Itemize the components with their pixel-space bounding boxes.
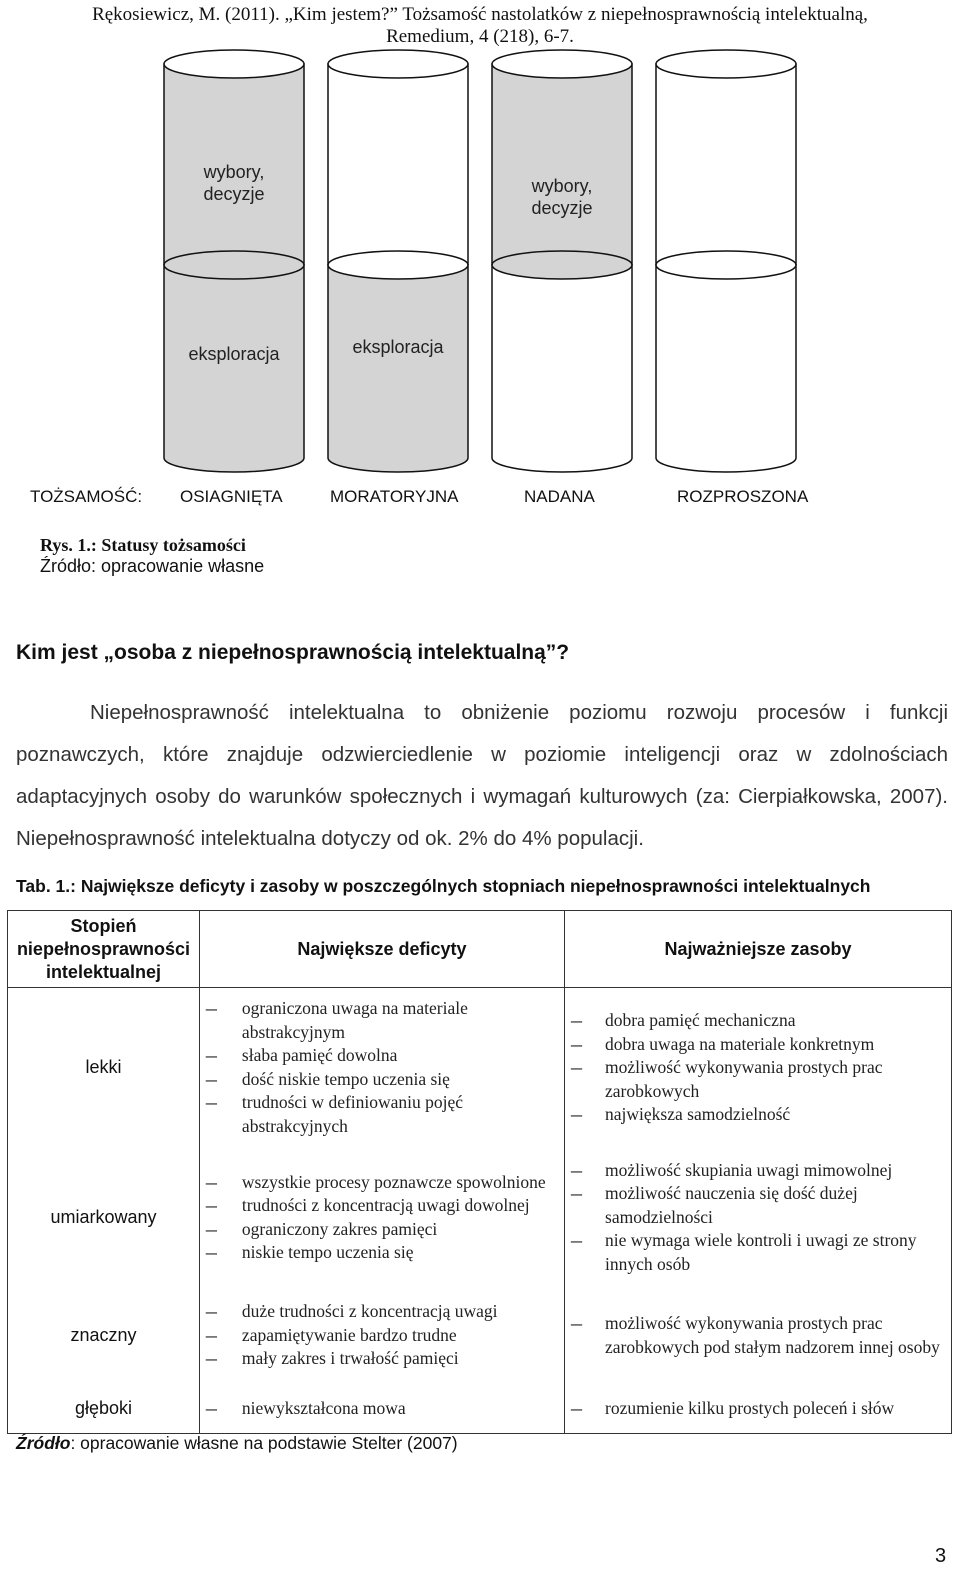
table-source-label: Źródło — [16, 1433, 71, 1453]
list-item: – rozumienie kilku prostych poleceń i słów — [565, 1397, 951, 1421]
list-item: – ograniczona uwaga na materiale abstrakcyjnym — [200, 997, 564, 1044]
deficits-list — [200, 1167, 564, 1269]
resources-cell — [565, 1148, 952, 1288]
cylinder-top-label: wybory, decyzje — [531, 176, 593, 218]
status-foreclosed: NADANA — [524, 487, 595, 506]
identity-status-figure — [0, 0, 960, 480]
list-item: – trudności z koncentracją uwagi dowolnej — [200, 1194, 564, 1218]
figure-caption: Rys. 1.: Statusy tożsamości — [40, 535, 246, 555]
list-item: – słaba pamięć dowolna — [200, 1044, 564, 1068]
list-item: – możliwość wykonywania prostych prac zarobkowych pod stałym nadzorem innej osoby — [565, 1312, 951, 1359]
cylinder-top-cap — [164, 50, 304, 78]
table-row — [8, 1148, 952, 1288]
figure-source: Źródło: opracowanie własne — [40, 556, 265, 576]
list-item: – dość niskie tempo uczenia się — [200, 1068, 564, 1092]
page-number: 3 — [935, 1545, 947, 1567]
deficits-cell — [199, 1384, 564, 1434]
deficits-cell — [199, 1148, 564, 1288]
header-degree: Stopień niepełnosprawności intelektualnej — [8, 911, 200, 988]
degree-cell: umiarkowany — [8, 1148, 200, 1288]
list-item: – trudności w definiowaniu pojęć abstrakcyjnych — [200, 1091, 564, 1138]
list-item: – ograniczony zakres pamięci — [200, 1218, 564, 1242]
status-achieved: OSIAGNIĘTA — [180, 487, 283, 506]
table-source — [16, 1433, 458, 1454]
header-line-2: Remedium, 4 (218), 6-7. — [386, 26, 574, 47]
list-item: – duże trudności z koncentracją uwagi — [200, 1300, 564, 1324]
status-diffused: ROZPROSZONA — [677, 487, 809, 506]
cylinder-bottom-segment — [656, 265, 796, 472]
table-row — [8, 988, 952, 1148]
resources-cell — [565, 1384, 952, 1434]
resources-cell — [565, 1288, 952, 1384]
header-deficits: Największe deficyty — [199, 911, 564, 988]
list-item: – niewykształcona mowa — [200, 1397, 564, 1421]
resources-list — [565, 1308, 951, 1363]
deficits-list — [200, 993, 564, 1142]
list-item: – możliwość nauczenia się dość dużej samodzielności — [565, 1182, 951, 1229]
table-caption: Tab. 1.: Największe deficyty i zasoby w poszczególnych stopniach niepełnosprawności intelektualnych — [16, 876, 871, 896]
list-item: – dobra pamięć mechaniczna — [565, 1009, 951, 1033]
cylinder-top-label: wybory, decyzje — [203, 162, 265, 204]
table-header-row — [8, 911, 952, 988]
deficits-cell — [199, 1288, 564, 1384]
cylinder-bottom-segment — [492, 265, 632, 472]
section-paragraph: Niepełnosprawność intelektualna to obniżenie poziomu rozwoju procesów i funkcji poznawczych, które znajduje odzwierciedlenie w poziomie inteligencji oraz w zdolnościach adaptacyjnych osoby do warunków społecznych i wymagań kulturowych (za: Cierpiałkowska, 2007). Niepełnosprawność intelektualna dotyczy od ok. 2% do 4% populacji. — [16, 701, 948, 850]
cylinder-top-cap — [656, 50, 796, 78]
resources-list — [565, 1005, 951, 1131]
degree-cell: lekki — [8, 988, 200, 1148]
table-row — [8, 1288, 952, 1384]
list-item: – możliwość skupiania uwagi mimowolnej — [565, 1159, 951, 1183]
resources-list — [565, 1155, 951, 1281]
resources-cell — [565, 988, 952, 1148]
deficits-list — [200, 1296, 564, 1375]
cylinder-top-cap — [328, 50, 468, 78]
cylinder-top-segment — [492, 64, 632, 279]
degree-cell: głęboki — [8, 1384, 200, 1434]
list-item: – zapamiętywanie bardzo trudne — [200, 1324, 564, 1348]
table-source-text: : opracowanie własne na podstawie Stelter (2007) — [70, 1433, 458, 1453]
list-item: – niskie tempo uczenia się — [200, 1241, 564, 1265]
section-heading: Kim jest „osoba z niepełnosprawnością intelektualną”? — [16, 641, 570, 664]
cylinder-bottom-segment — [328, 265, 468, 472]
cylinder-bottom-label: eksploracja — [352, 337, 444, 357]
status-moratorium: MORATORYJNA — [330, 487, 459, 506]
cylinder-bottom-label: eksploracja — [188, 344, 280, 364]
status-row — [0, 487, 960, 511]
deficits-list — [200, 1393, 564, 1425]
resources-list — [565, 1393, 951, 1425]
degree-cell: znaczny — [8, 1288, 200, 1384]
list-item: – największa samodzielność — [565, 1103, 951, 1127]
list-item: – nie wymaga wiele kontroli i uwagi ze strony innych osób — [565, 1229, 951, 1276]
deficits-resources-table — [7, 910, 952, 1434]
cylinder-top-cap — [492, 50, 632, 78]
list-item: – wszystkie procesy poznawcze spowolnione — [200, 1171, 564, 1195]
cylinder-top-segment — [656, 64, 796, 279]
list-item: – dobra uwaga na materiale konkretnym — [565, 1033, 951, 1057]
cylinder-bottom-segment — [164, 265, 304, 472]
table-row — [8, 1384, 952, 1434]
status-row-label: TOŻSAMOŚĆ: — [30, 487, 143, 506]
header-resources: Najważniejsze zasoby — [565, 911, 952, 988]
cylinder-top-segment — [328, 64, 468, 279]
header-line-1: Rękosiewicz, M. (2011). „Kim jestem?” Tożsamość nastolatków z niepełnosprawnością intelektualną, — [92, 4, 868, 25]
list-item: – mały zakres i trwałość pamięci — [200, 1347, 564, 1371]
deficits-cell — [199, 988, 564, 1148]
list-item: – możliwość wykonywania prostych prac zarobkowych — [565, 1056, 951, 1103]
